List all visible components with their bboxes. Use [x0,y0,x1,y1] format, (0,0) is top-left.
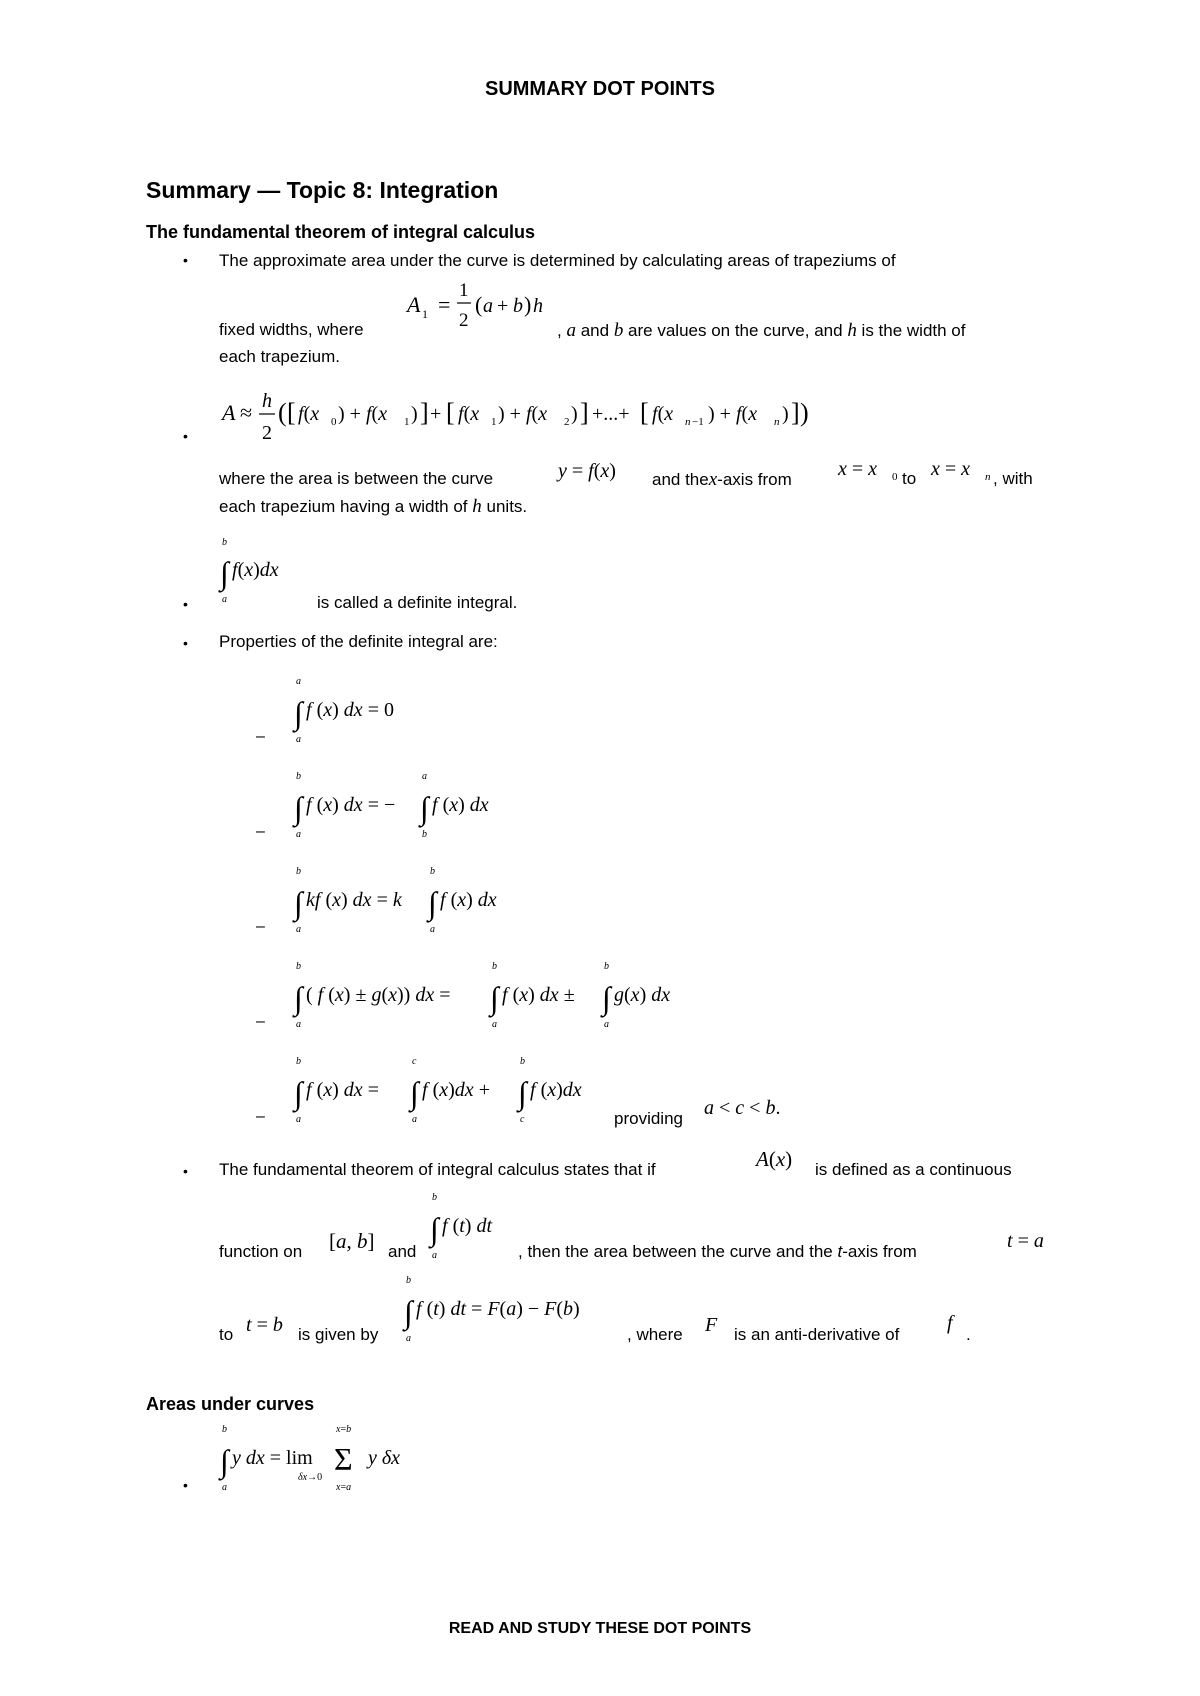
bullet-5-given-by: is given by [298,1325,379,1344]
svg-text:x=b: x=b [336,1424,352,1435]
anti-derivative-F [703,1311,727,1341]
bullet-5-where: , where [627,1325,683,1344]
svg-text:a: a [222,594,227,605]
svg-text:a: a [492,1019,497,1029]
svg-text:b: b [296,866,301,877]
svg-text:) + f(x: ) + f(x [708,403,758,425]
svg-text:+: + [430,403,442,425]
svg-text:1: 1 [459,280,469,301]
bullet-5-and: and [388,1242,417,1261]
svg-text:]: ] [420,398,429,427]
t-equals-a [1005,1227,1061,1257]
svg-text:x = x: x = x [931,458,971,480]
svg-text:h: h [533,295,543,317]
svg-text:f (x) dx = −: f (x) dx = − [306,794,396,816]
lower-bound-x0 [836,455,902,487]
svg-text:f: f [947,1312,953,1334]
svg-text:a: a [422,771,427,782]
svg-text:+: + [497,295,509,317]
svg-text:[: [ [287,398,296,427]
svg-text:) + f(x: ) + f(x [338,403,388,425]
bullet-1-line-2: fixed widths, where [219,320,364,339]
function-f [943,1309,965,1339]
svg-text:∫: ∫ [518,1075,527,1111]
providing-condition [702,1094,802,1124]
svg-text:2: 2 [262,422,272,444]
svg-text:−1: −1 [692,416,704,428]
bullet-4-text: Properties of the definite integral are: [219,632,498,651]
fundamental-theorem-formula [402,1271,632,1343]
area-function-A [754,1145,812,1177]
svg-text:∫: ∫ [420,790,429,826]
svg-text:a: a [412,1114,417,1124]
svg-text:b: b [432,1192,437,1203]
svg-text:t = a: t = a [1007,1230,1044,1252]
svg-text:A(x): A(x) [756,1147,793,1171]
svg-text:c: c [412,1056,417,1067]
interval-a-b [327,1227,381,1259]
definite-integral-expression [218,534,318,606]
page-header: SUMMARY DOT POINTS [484,78,715,100]
svg-text:y δx: y δx [368,1447,401,1469]
svg-text:f(x: f(x [652,403,674,425]
svg-text:0: 0 [331,416,337,428]
svg-text:∫: ∫ [294,885,303,921]
svg-text:b: b [422,829,427,839]
svg-text:2: 2 [459,310,469,331]
svg-text:): ) [571,403,578,425]
bullet-marker: • [183,635,188,651]
svg-text:a: a [296,1019,301,1029]
svg-text:Σ: Σ [334,1441,353,1477]
section-title: Summary — Topic 8: Integration [146,177,499,203]
svg-text:∫: ∫ [220,1443,229,1479]
dash-marker: – [256,823,265,840]
svg-text:f (t) dt = F(a) − F(b): f (t) dt = F(a) − F(b) [416,1298,580,1320]
svg-text:): ) [524,292,532,317]
bullet-3-text: is called a definite integral. [317,593,518,612]
dash-marker: – [256,918,265,935]
property-interval-split [292,1052,612,1124]
svg-text:1: 1 [491,416,497,428]
property-equal-limits [292,672,442,744]
bullet-5-line-3d: is an anti-derivative of [734,1325,900,1344]
bullet-marker: • [183,252,188,268]
svg-text:f (t) dt: f (t) dt [442,1215,493,1237]
bullet-marker: • [183,428,188,444]
svg-text:b: b [222,537,227,548]
svg-text:δx→0: δx→0 [298,1472,323,1483]
svg-text:f(x: f(x [298,403,320,425]
svg-text:A: A [407,292,421,317]
svg-text:[a, b]: [a, b] [329,1229,375,1253]
bullet-5-line-1a: The fundamental theorem of integral calculus states that if [219,1160,656,1179]
svg-text:b: b [296,961,301,972]
bullet-5-line-2a: function on [219,1242,303,1261]
svg-text:∫: ∫ [294,1075,303,1111]
svg-text:1: 1 [422,307,428,321]
svg-text:+...+: +...+ [592,403,630,425]
svg-text:∫: ∫ [220,555,229,591]
svg-text:g(x) dx: g(x) dx [614,984,671,1006]
svg-text:a: a [432,1250,437,1260]
svg-text:a: a [296,676,301,687]
svg-text:b: b [222,1424,227,1435]
area-limit-sum-formula [218,1420,438,1494]
providing-label: providing [614,1109,683,1128]
property-sum-difference [292,957,712,1029]
svg-text:) + f(x: ) + f(x [498,403,548,425]
svg-text:a: a [296,829,301,839]
bullet-1-line-3: each trapezium. [219,347,340,366]
subsection-areas-under-curves: Areas under curves [146,1394,315,1414]
bullet-5-period: . [966,1325,971,1344]
svg-text:x = x: x = x [838,458,878,480]
svg-text:f (x)dx +: f (x)dx + [422,1079,490,1101]
svg-text:2: 2 [564,416,570,428]
svg-text:A: A [222,400,236,425]
bullet-2-to: to [902,469,917,488]
svg-text:b: b [406,1275,411,1286]
svg-text:a: a [406,1333,411,1343]
svg-text:a: a [483,295,493,317]
trapezium-area-formula [405,278,575,340]
svg-text:a < c < b.: a < c < b. [704,1097,781,1119]
svg-text:f (x) dx = 0: f (x) dx = 0 [306,699,394,721]
svg-text:b: b [520,1056,525,1067]
svg-text:a: a [604,1019,609,1029]
svg-text:∫: ∫ [430,1211,439,1247]
svg-text:t = b: t = b [246,1314,283,1336]
svg-text:a: a [296,924,301,934]
bullet-2-line-1b: and thex-axis from [652,469,792,490]
svg-text:y = f(x): y = f(x) [558,460,616,482]
svg-text:h: h [262,390,272,412]
svg-text:]: ] [580,398,589,427]
svg-text:x=a: x=a [336,1482,352,1493]
svg-text:f(x)dx: f(x)dx [232,559,279,581]
svg-text:(: ( [475,292,483,317]
svg-text:∫: ∫ [410,1075,419,1111]
svg-text:c: c [520,1114,525,1124]
property-reverse-limits [292,767,532,839]
svg-text:∫: ∫ [294,980,303,1016]
t-equals-b [244,1311,300,1341]
svg-text:f (x) dx: f (x) dx [440,889,497,911]
trapezoidal-rule-formula [218,385,858,447]
upper-bound-xn [929,455,995,487]
svg-text:a: a [296,734,301,744]
curve-equation [556,455,648,487]
svg-text:b: b [604,961,609,972]
svg-text:∫: ∫ [294,790,303,826]
property-constant-multiple [292,862,532,934]
bullet-marker: • [183,1163,188,1179]
svg-text:∫: ∫ [602,980,611,1016]
dash-marker: – [256,1013,265,1030]
svg-text:n: n [985,471,991,483]
integral-f-t-dt [428,1188,518,1260]
bullet-marker: • [183,596,188,612]
svg-text:): ) [800,398,809,427]
bullet-5-line-2c: , then the area between the curve and the t-axis from [518,1242,917,1261]
svg-text:y dx = lim: y dx = lim [232,1447,313,1469]
bullet-1-line-1: The approximate area under the curve is determined by calculating areas of trapeziums of [219,251,896,270]
svg-text:F: F [705,1314,718,1336]
svg-text:∫: ∫ [428,885,437,921]
svg-text:0: 0 [892,471,898,483]
dash-marker: – [256,728,265,745]
bullet-2-line-1a: where the area is between the curve [219,469,494,488]
svg-text:=: = [438,292,451,317]
svg-text:a: a [430,924,435,934]
dash-marker: – [256,1108,265,1125]
svg-text:f (x) dx =: f (x) dx = [306,1079,379,1101]
svg-text:∫: ∫ [294,695,303,731]
svg-text:f(x: f(x [458,403,480,425]
svg-text:f (x) dx: f (x) dx [432,794,489,816]
bullet-marker: • [183,1477,188,1493]
svg-text:f (x)dx: f (x)dx [530,1079,582,1101]
svg-text:b: b [296,771,301,782]
svg-text:n: n [685,416,691,428]
svg-text:): ) [782,403,789,425]
svg-text:n: n [774,416,780,428]
svg-text:a: a [222,1482,227,1493]
svg-text:]: ] [791,398,800,427]
svg-text:a: a [296,1114,301,1124]
svg-text:): ) [411,403,418,425]
bullet-2-line-2: each trapezium having a width of h units. [219,496,528,517]
svg-text:b: b [513,295,523,317]
svg-text:( f (x) ± g(x)) dx =: ( f (x) ± g(x)) dx = [306,984,451,1006]
svg-text:∫: ∫ [490,980,499,1016]
bullet-1-line-2-rest: , a and b are values on the curve, and h is the width of [557,320,966,341]
svg-text:b: b [296,1056,301,1067]
svg-text:(: ( [278,398,287,427]
bullet-2-with: , with [993,469,1033,488]
svg-text:b: b [430,866,435,877]
svg-text:f (x) dx ±: f (x) dx ± [502,984,575,1006]
svg-text:b: b [492,961,497,972]
svg-text:[: [ [640,398,649,427]
svg-text:[: [ [446,398,455,427]
svg-text:∫: ∫ [404,1294,413,1330]
svg-text:1: 1 [404,416,410,428]
subsection-fundamental-theorem: The fundamental theorem of integral calculus [146,222,536,242]
bullet-5-line-1b: is defined as a continuous [815,1160,1012,1179]
svg-text:kf (x) dx = k: kf (x) dx = k [306,889,402,911]
svg-text:≈: ≈ [240,400,253,425]
page-footer: READ AND STUDY THESE DOT POINTS [448,1620,752,1637]
bullet-5-to: to [219,1325,234,1344]
